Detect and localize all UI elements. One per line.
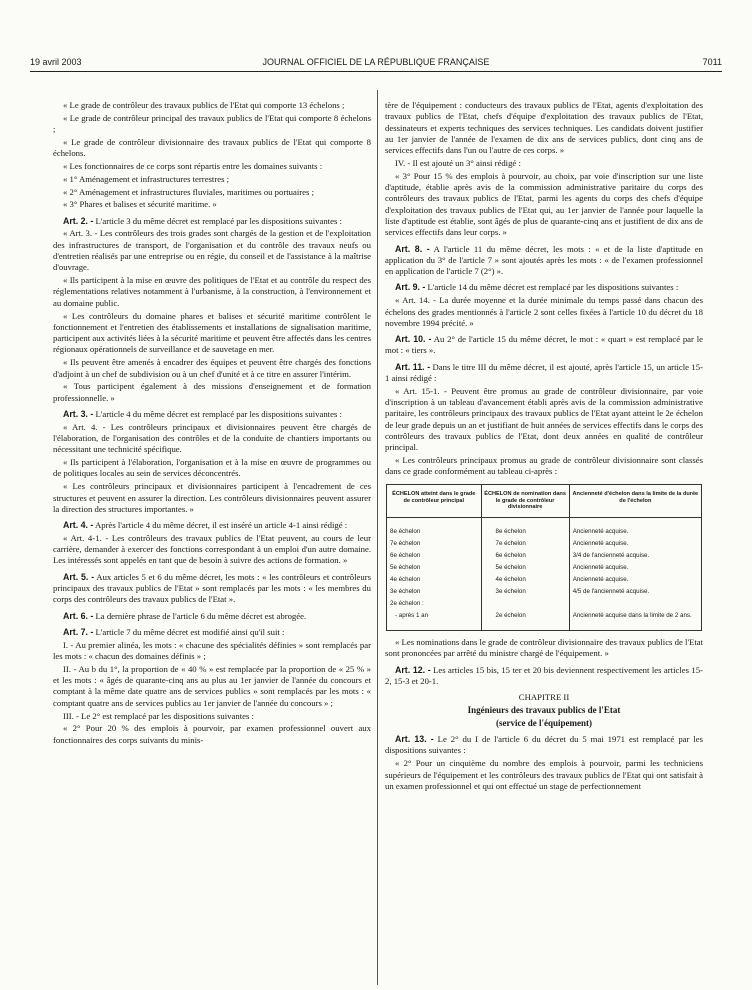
paragraph: « Le grade de contrôleur divisionnaire des travaux publics de l'Etat qui comporte 8 échelons. xyxy=(53,136,371,159)
section-subheading: (service de l'équipement) xyxy=(496,717,592,728)
article-9 xyxy=(385,282,703,293)
article-text: Le 2° du I de l'article 6 du décret du 5 mai 1971 est remplacé par les dispositions suivantes : xyxy=(385,734,703,756)
table-row xyxy=(387,575,702,587)
table-cell: 6e échelon xyxy=(481,551,569,563)
table-header: Ancienneté d'échelon dans la limite de la durée de l'échelon xyxy=(569,484,701,517)
article-11 xyxy=(385,362,703,385)
article-text: Dans le titre III du même décret, il est ajouté, après l'article 15, un article 15-1 ainsi rédigé : xyxy=(385,361,703,384)
table-cell: 4e échelon xyxy=(387,575,482,587)
header-page-number: 7011 xyxy=(702,57,722,67)
table-row xyxy=(387,518,702,540)
paragraph: « Ils peuvent être amenés à encadrer des équipes et peuvent être chargés des fonctions d'adjoint à un chef de subdivision ou à un chef d'unité et à ce titre en assurer l'intérim. xyxy=(53,357,371,379)
table-row xyxy=(387,563,702,575)
header-date: 19 avril 2003 xyxy=(30,57,82,67)
article-label: Art. 2. - xyxy=(63,215,94,226)
article-label: Art. 7. - xyxy=(63,626,94,637)
table-row xyxy=(387,551,702,563)
article-8 xyxy=(385,244,703,278)
paragraph: III. - Le 2° est remplacé par les dispositions suivantes : xyxy=(63,710,254,721)
table-cell: 4e échelon xyxy=(481,575,569,587)
paragraph: « 3° Pour 15 % des emplois à pourvoir, au choix, par voie d'inscription sur une liste d'aptitude, établie après avis de la commission administrative paritaire du corps des contrôleurs des travaux publics de l'Etat, parmi les agents du corps des chefs d'équipe d'exploitation des travaux publics de l'Etat qui, au 1er janvier de l'année pour laquelle la liste d'aptitude est établie, sont âgés de plus de quarante-cinq ans et justifient de dix ans de services effectifs dans leur corps. » xyxy=(385,170,703,238)
table-cell: 8e échelon xyxy=(481,518,569,540)
paragraph: « Les contrôleurs du domaine phares et balises et sécurité maritime contrôlent le fonctionnement et l'entretien des établissements et installations de signalisation maritime, participent aux activités liées à la sécurité maritime et peuvent être affectés dans les centres régionaux opérationnels de surveillance et de sauvetage en mer. xyxy=(53,310,371,355)
table-cell: Ancienneté acquise. xyxy=(569,563,701,575)
table-cell: Ancienneté acquise. xyxy=(569,575,701,587)
paragraph: « Art. 3. - Les contrôleurs des trois grades sont chargés de la gestion et de l'exploitation des infrastructures de transport, de l'organisation et du contrôle des travaux neufs ou d'entretien réalisés par une entreprise ou en régie, du conseil et de l'assistance à la maîtrise d'ouvrage. xyxy=(53,228,371,273)
table-row xyxy=(387,599,702,611)
table-cell: 8e échelon xyxy=(387,518,482,540)
article-label: Art. 11. - xyxy=(395,361,431,372)
article-6 xyxy=(53,611,371,622)
article-10 xyxy=(385,334,703,357)
header-rule xyxy=(30,71,722,72)
left-column xyxy=(53,100,371,747)
article-4 xyxy=(53,520,371,531)
column-divider xyxy=(377,90,378,985)
table-cell: 7e échelon xyxy=(481,539,569,551)
article-text: L'article 14 du même décret est remplacé par les dispositions suivantes : xyxy=(425,282,679,293)
article-text: Après l'article 4 du même décret, il est inséré un article 4-1 ainsi rédigé : xyxy=(93,520,348,531)
table-cell: Ancienneté acquise dans la limite de 2 ans. xyxy=(569,611,701,631)
table-cell: 5e échelon xyxy=(481,563,569,575)
paragraph: « 3° Phares et balises et sécurité maritime. » xyxy=(63,199,217,210)
paragraph: « 1° Aménagement et infrastructures terrestres ; xyxy=(63,173,230,184)
article-text: Au 2° de l'article 15 du même décret, le mot : « quart » est remplacé par le mot : « tiers ». xyxy=(385,334,703,356)
table-cell: 3e échelon xyxy=(481,587,569,599)
paragraph: « 2° Aménagement et infrastructures fluviales, maritimes ou portuaires ; xyxy=(63,186,314,197)
table-cell: 4/5 de l'ancienneté acquise. xyxy=(569,587,701,599)
paragraph: IV. - Il est ajouté un 3° ainsi rédigé : xyxy=(395,157,521,168)
table-cell: 2e échelon : xyxy=(387,599,482,611)
article-text: L'article 3 du même décret est remplacé par les dispositions suivantes : xyxy=(93,215,342,226)
paragraph: « Les nominations dans le grade de contrôleur divisionnaire des travaux publics de l'Etat sont prononcées par arrêté du ministre chargé de l'équipement. » xyxy=(385,637,703,659)
paragraph: « Tous participent également à des missions d'enseignement et de formation professionnelle. » xyxy=(53,381,371,403)
table-header: ÉCHELON atteint dans le grade de contrôleur principal xyxy=(387,484,482,517)
paragraph: tère de l'équipement : conducteurs des travaux publics de l'Etat, agents d'exploitation des travaux publics de l'Etat, chefs d'équipe d'exploitation des travaux publics de l'Etat, dessinateurs et experts techniques des services techniques. Les candidats doivent justifier au 1er janvier de l'année de l'examen de dix ans de services publics, dont cinq ans de services effectifs dans l'un ou l'autre de ces corps. » xyxy=(385,100,703,156)
paragraph: « Les contrôleurs principaux et divisionnaires participent à l'encadrement de ces structures et peuvent en assurer la direction. Les contrôleurs divisionnaires peuvent assurer la direction des structures importantes. » xyxy=(53,481,371,514)
article-label: Art. 5. - xyxy=(63,571,95,582)
chapter-title: CHAPITRE II xyxy=(518,692,570,703)
table-cell: 7e échelon xyxy=(387,539,482,551)
article-5 xyxy=(53,572,371,606)
article-label: Art. 9. - xyxy=(395,282,426,293)
table-cell: 2e échelon xyxy=(481,611,569,631)
paragraph: « Art. 4. - Les contrôleurs principaux et divisionnaires peuvent être chargés de l'élaboration, de l'organisation des contrôles et de la conduite de chantiers importants ou nécessitant une technicité spécifique. xyxy=(53,421,371,455)
article-12 xyxy=(385,665,703,688)
paragraph: « 2° Pour 20 % des emplois à pourvoir, par examen professionnel ouvert aux fonctionnaires des corps suivants du minis- xyxy=(53,723,371,745)
paragraph: « Art. 4-1. - Les contrôleurs des travaux publics de l'Etat peuvent, au cours de leur carrière, demander à exercer des fonctions correspondant à un emploi d'un autre domaine. Les intéressés sont appelés en tant que de besoin à suivre des actions de formation. » xyxy=(53,532,371,566)
article-label: Art. 4. - xyxy=(63,520,94,531)
article-text: Aux articles 5 et 6 du même décret, les mots : « les contrôleurs et contrôleurs principaux des travaux publics de l'Etat » sont remplacés par les mots : « les membres du corps des contrôleurs des travaux publics de l'Etat ». xyxy=(53,571,371,605)
paragraph: « Ils participent à l'élaboration, l'organisation et à la mise en œuvre de programmes ou de politiques locales au sein de services déconcentrés. xyxy=(53,457,371,479)
table-cell xyxy=(481,599,569,611)
table-row xyxy=(387,587,702,599)
article-label: Art. 13. - xyxy=(395,734,434,745)
article-label: Art. 12. - xyxy=(395,664,431,675)
table-row xyxy=(387,539,702,551)
table-cell: 3/4 de l'ancienneté acquise. xyxy=(569,551,701,563)
article-label: Art. 10. - xyxy=(395,334,432,345)
article-label: Art. 6. - xyxy=(63,610,94,621)
paragraph: « Art. 15-1. - Peuvent être promus au grade de contrôleur divisionnaire, par voie d'inscription à un tableau d'avancement établi après avis de la commission administrative paritaire, les contrôleurs principaux des travaux publics de l'Etat ayant atteint le 2e échelon de leur grade depuis un an et justifiant de huit années de services effectifs dans le corps des contrôleurs des travaux publics de l'Etat, dont deux années en qualité de contrôleur principal. xyxy=(385,385,703,453)
article-7 xyxy=(53,627,371,638)
article-label: Art. 8. - xyxy=(395,243,430,254)
article-label: Art. 3. - xyxy=(63,408,94,419)
article-2 xyxy=(53,216,371,227)
header-journal-title: JOURNAL OFFICIEL DE LA RÉPUBLIQUE FRANÇAISE xyxy=(262,57,490,67)
table-cell: - après 1 an xyxy=(387,611,482,631)
table-cell: Ancienneté acquise. xyxy=(569,539,701,551)
table-cell xyxy=(569,599,701,611)
table-row xyxy=(387,611,702,631)
paragraph: « Le grade de contrôleur principal des travaux publics de l'Etat qui comporte 8 échelons ; xyxy=(53,112,371,135)
paragraph: « Art. 14. - La durée moyenne et la durée minimale du temps passé dans chacun des échelons des grades mentionnés à l'article 2 sont celles fixées à l'article 10 du décret du 18 novembre 1994 précité. » xyxy=(385,295,703,328)
paragraph: « Le grade de contrôleur des travaux publics de l'Etat qui comporte 13 échelons ; xyxy=(63,100,345,110)
article-text: A l'article 11 du même décret, les mots : « et de la liste d'aptitude en application du 3° de l'article 7 » sont ajoutés après les mots : « de l'examen professionnel en application de l'article 7 (2°) ». xyxy=(385,243,703,277)
article-3 xyxy=(53,409,371,420)
article-13 xyxy=(385,734,703,757)
table-cell: 6e échelon xyxy=(387,551,482,563)
table-header: ÉCHELON de nomination dans le grade de contrôleur divisionnaire xyxy=(481,484,569,517)
paragraph: I. - Au premier alinéa, les mots : « chacune des spécialités définies » sont remplacés par les mots : « chacun des domaines définis » ; xyxy=(53,639,371,662)
table-header-row xyxy=(387,484,702,517)
table-cell: Ancienneté acquise. xyxy=(569,518,701,540)
right-column xyxy=(385,100,703,794)
paragraph: II. - Au b du 1°, la proportion de « 40 % » est remplacée par la proportion de « 25 % » et les mots : « âgés de quarante-cinq ans au plus au 1er janvier de l'année du concours et comptant à la même date quatre ans de services publics » sont remplacés par les mots : « comptant quatre ans de services publics au 1er janvier de l'année du concours » ; xyxy=(53,663,371,708)
article-text: L'article 7 du même décret est modifié ainsi qu'il suit : xyxy=(93,626,285,637)
section-heading: Ingénieurs des travaux publics de l'Etat xyxy=(467,705,621,716)
paragraph: « Les fonctionnaires de ce corps sont répartis entre les domaines suivants : xyxy=(63,160,323,171)
echelon-table xyxy=(386,484,702,631)
paragraph: « Ils participent à la mise en œuvre des politiques de l'Etat et au contrôle du respect des réglementations relatives notamment à l'urbanisme, à la construction, à l'environnement et au domaine public. xyxy=(53,275,371,308)
table-cell: 3e échelon xyxy=(387,587,482,599)
article-text: L'article 4 du même décret est remplacé par les dispositions suivantes : xyxy=(93,408,342,419)
paragraph: « Les contrôleurs principaux promus au grade de contrôleur divisionnaire sont classés dans ce grade conformément au tableau ci-après : xyxy=(385,455,703,477)
article-text: La dernière phrase de l'article 6 du même décret est abrogée. xyxy=(93,610,307,621)
paragraph: « 2° Pour un cinquième du nombre des emplois à pourvoir, parmi les techniciens supérieurs de l'équipement et les contrôleurs des travaux publics de l'Etat qui ont satisfait à un examen professionnel et qui ont effectué un stage de perfectionnement xyxy=(385,758,703,791)
table-cell: 5e échelon xyxy=(387,563,482,575)
article-text: Les articles 15 bis, 15 ter et 20 bis deviennent respectivement les articles 15-2, 15-3 et 20-1. xyxy=(385,664,703,686)
